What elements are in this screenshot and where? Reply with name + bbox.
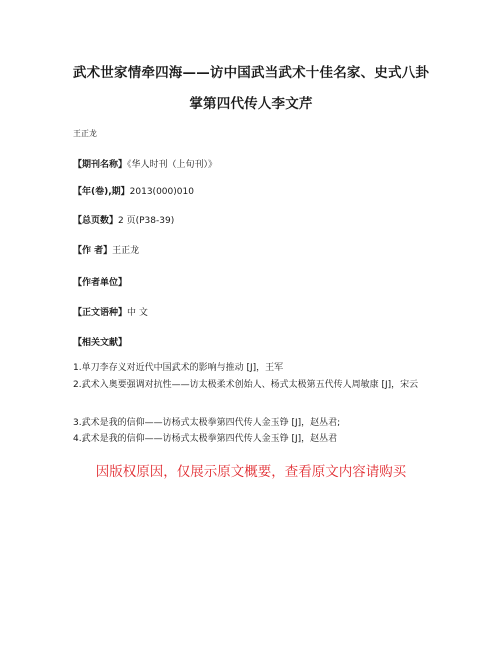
field-affiliation-label: 【作者单位】: [73, 278, 128, 288]
field-journal: [73, 157, 217, 170]
field-author-label: 【作 者】: [73, 246, 113, 256]
field-affiliation: [73, 275, 127, 288]
reference-item: 1.单刀李存义对近代中国武术的影响与推动 [J]，王军: [73, 363, 284, 373]
title-line-2: 掌第四代传人李文芹: [189, 96, 313, 112]
field-related: [73, 335, 127, 348]
field-author: [73, 243, 139, 256]
title-line-1: 武术世家情牵四海——访中国武当武术十佳名家、史式八卦: [72, 65, 430, 81]
field-year-value: 2013(000)010: [129, 187, 194, 197]
reference-item: 3.武术是我的信仰——访杨式太极拳第四代传人金玉铮 [J]，赵丛君;: [73, 418, 341, 428]
reference-item: 2.武术入奥要强调对抗性——访太极柔术创始人、杨式太极第五代传人周敏康 [J]，宋云: [73, 380, 419, 390]
field-related-label: 【相关文献】: [73, 338, 128, 348]
field-year-label: 【年(卷),期】: [73, 187, 130, 197]
field-pages-value: 2 页(P38-39): [118, 216, 175, 226]
field-pages-label: 【总页数】: [73, 216, 119, 226]
field-year: [73, 184, 194, 197]
copyright-notice: 因版权原因，仅展示原文概要，查看原文内容请购买: [95, 464, 407, 480]
field-language: [73, 305, 148, 318]
field-journal-label: 【期刊名称】: [73, 160, 128, 170]
field-pages: [73, 213, 174, 226]
author-byline: 王正龙: [73, 129, 97, 138]
field-author-value: 王正龙: [112, 246, 140, 256]
reference-item: 4.武术是我的信仰——访杨式太极拳第四代传人金玉铮 [J]，赵丛君: [73, 434, 338, 444]
field-language-label: 【正文语种】: [73, 308, 128, 318]
field-journal-value: 《华人时刊（上旬刊）》: [127, 160, 218, 170]
field-language-value: 中 文: [127, 308, 148, 318]
